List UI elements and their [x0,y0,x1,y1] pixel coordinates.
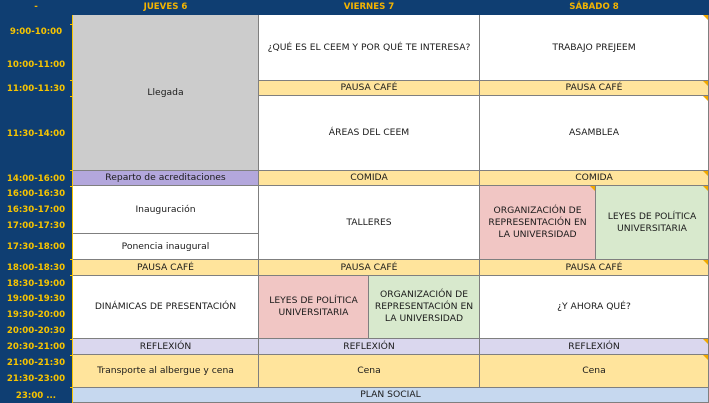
saturday-university-representation: ORGANIZACIÓN DE REPRESENTACIÓN EN LA UNIVERSIDAD [480,186,596,260]
time-2000: 20:00-20:30 [0,323,73,339]
saturday-reflection: REFLEXIÓN [480,339,709,355]
friday-university-policy-laws: LEYES DE POLÍTICA UNIVERSITARIA [259,276,369,339]
time-1800: 18:00-18:30 [0,260,73,276]
friday-dinner: Cena [259,355,480,388]
friday-university-representation: ORGANIZACIÓN DE REPRESENTACIÓN EN LA UNIVERSIDAD [369,276,480,339]
time-1000: 10:00-11:00 [0,57,73,73]
saturday-coffee-break-morning: PAUSA CAFÉ [480,81,709,96]
time-1700: 17:00-17:30 [0,218,73,234]
time-2130: 21:30-23:00 [0,371,73,387]
saturday-assembly: ASAMBLEA [480,96,709,171]
time-1400: 14:00-16:00 [0,171,73,187]
friday-lunch: COMIDA [259,171,480,186]
friday-coffee-break-afternoon: PAUSA CAFÉ [259,260,480,276]
saturday-prejeem-work: TRABAJO PREJEEM [480,15,709,81]
friday-what-is-ceem: ¿QUÉ ES EL CEEM Y POR QUÉ TE INTERESA? [259,15,480,81]
saturday-coffee-break-afternoon: PAUSA CAFÉ [480,260,709,276]
time-1900: 19:00-19:30 [0,291,73,307]
time-1100: 11:00-11:30 [0,81,73,97]
friday-reflection: REFLEXIÓN [259,339,480,355]
saturday-now-what: ¿Y AHORA QUÉ? [480,276,709,339]
thursday-presentation-dynamics: DINÁMICAS DE PRESENTACIÓN [73,276,259,339]
time-2100: 21:00-21:30 [0,355,73,371]
header-thursday: JUEVES 6 [73,0,259,15]
time-1600: 16:00-16:30 [0,186,73,202]
header-friday: VIERNES 7 [259,0,480,15]
time-1830: 18:30-19:00 [0,276,73,292]
saturday-dinner: Cena [480,355,709,388]
thursday-transport-dinner: Transporte al albergue y cena [73,355,259,388]
time-1630: 16:30-17:00 [0,202,73,218]
friday-workshops: TALLERES [259,186,480,260]
time-0900: 9:00-10:00 [0,24,73,40]
time-1730: 17:30-18:00 [0,239,73,255]
header-saturday: SÁBADO 8 [480,0,709,15]
thursday-arrival: Llegada [73,15,259,171]
time-1930: 19:30-20:00 [0,307,73,323]
time-1130: 11:30-14:00 [0,126,73,142]
thursday-inauguration: Inauguración [73,186,259,234]
thursday-coffee-break: PAUSA CAFÉ [73,260,259,276]
thursday-reflection: REFLEXIÓN [73,339,259,355]
time-2030: 20:30-21:00 [0,339,73,355]
friday-ceem-areas: ÁREAS DEL CEEM [259,96,480,171]
saturday-university-policy-laws: LEYES DE POLÍTICA UNIVERSITARIA [596,186,709,260]
friday-coffee-break-morning: PAUSA CAFÉ [259,81,480,96]
thursday-inaugural-talk: Ponencia inaugural [73,234,259,260]
thursday-accreditation: Reparto de acreditaciones [73,171,259,186]
header-dash: - [0,0,73,15]
saturday-lunch: COMIDA [480,171,709,186]
social-plan: PLAN SOCIAL [73,388,709,403]
time-2300: 23:00 ... [0,388,73,403]
